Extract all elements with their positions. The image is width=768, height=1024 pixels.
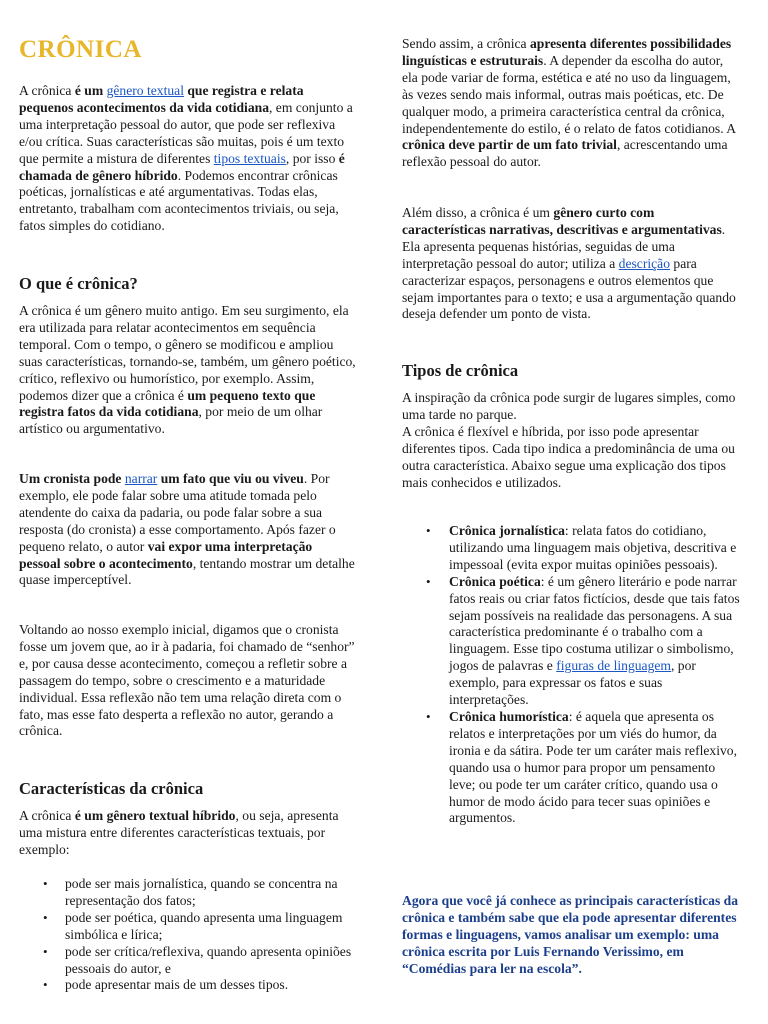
- paragraph-o-que-e-1: A crônica é um gênero muito antigo. Em seu surgimento, ela era utilizada para relatar acontecimentos em sequência temporal. Com o tempo, o gênero se modificou e ampliou suas características, tornando-se, também, um gênero poético, crítico, reflexivo ou humorístico, por exemplo. Assim, podemos dizer que a crônica é um pequeno texto que registra fatos da vida cotidiana, por meio de um olhar artístico ou argumentativo.: [19, 303, 356, 437]
- paragraph-tipos-2: A crônica é flexível e híbrida, por isso pode apresentar diferentes tipos. Cada tipo indica a predominância de uma ou outra característica. Abaixo segue uma explicação dos tipos mais conhecidos e utilizados.: [402, 424, 735, 490]
- link-descricao[interactable]: descrição: [618, 255, 670, 271]
- tipos-list: [402, 523, 740, 827]
- list-item-poetica: • Crônica poética: é um gênero literário e pode narrar fatos reais ou criar fatos fictícios, desde que tais fatos sejam possíveis na realidade das personagens. A sua característica predominante é o trabalho com a linguagem. Esse tipo costuma utilizar o simbolismo, jogos de palavras e figuras de linguagem, por exemplo, para expressar os fatos e suas interpretações.: [402, 574, 740, 709]
- page-title: CRÔNICA: [19, 36, 142, 63]
- link-tipos-textuais[interactable]: tipos textuais: [213, 150, 286, 166]
- list-item-humoristica: • Crônica humorística: é aquela que apresenta os relatos e interpretações por um viés do humor, da ironia e da sátira. Pode ter um caráter mais reflexivo, quando usa o humor para propor um pensamento leve; ou pode ter um caráter crítico, quando usa o humor de modo ácido para tecer suas opiniões e argumentos.: [402, 709, 740, 827]
- paragraph-caracteristicas: A crônica é um gênero textual híbrido, ou seja, apresenta uma mistura entre diferentes características textuais, por exemplo:: [19, 808, 339, 857]
- paragraph-tipos-1: A inspiração da crônica pode surgir de lugares simples, como uma tarde no parque.: [402, 390, 736, 422]
- heading-o-que-e-cronica: O que é crônica?: [19, 274, 138, 293]
- paragraph-alem-disso: Além disso, a crônica é um gênero curto com características narrativas, descritivas e argumentativas. Ela apresenta pequenas histórias, seguidas de uma interpretação pessoal do autor; utiliza a descrição para caracterizar espaços, personagens e outros elementos que sejam importantes para o texto; e usa a argumentação quando deseja defender um ponto de vista.: [402, 205, 736, 322]
- link-genero-textual[interactable]: gênero textual: [106, 83, 184, 98]
- paragraph-o-que-e-3: Voltando ao nosso exemplo inicial, digamos que o cronista fosse um jovem que, ao ir à padaria, foi chamado de “senhor” e, por causa desse acontecimento, começou a refletir sobre a passagem do tempo, sobre o crescimento e a maturidade individual. Essa reflexão não tem uma relação direta com o fato, mas esse fato desperta a reflexão no autor, gerando a crônica.: [19, 622, 355, 739]
- list-item: • pode apresentar mais de um desses tipos.: [19, 977, 364, 994]
- paragraph-o-que-e-2: Um cronista pode narrar um fato que viu ou viveu. Por exemplo, ele pode falar sobre uma atitude tomada pelo atendente do caixa da padaria, ou pode falar sobre a sua resposta (do cronista) a esse comportamento. Após fazer o pequeno relato, o autor vai expor uma interpretação pessoal sobre o acontecimento, tentando mostrar um detalhe quase imperceptível.: [19, 471, 355, 588]
- list-item: • pode ser mais jornalística, quando se concentra na representação dos fatos;: [19, 876, 364, 910]
- paragraph-sendo-assim: Sendo assim, a crônica apresenta diferentes possibilidades linguísticas e estruturais. A depender da escolha do autor, ela pode variar de forma, estética e até no uso da linguagem, às vezes sendo mais informal, outras mais poéticas, etc. De qualquer modo, a primeira característica central da crônica, independentemente do estilo, é o relato de fatos cotidianos. A crônica deve partir de um fato trivial, acrescentando uma reflexão pessoal do autor.: [402, 36, 736, 170]
- caracteristicas-list: [19, 876, 364, 994]
- heading-tipos-de-cronica: Tipos de crônica: [402, 361, 519, 380]
- heading-caracteristicas: Características da crônica: [19, 779, 204, 798]
- intro-paragraph: A crônica é um gênero textual que registra e relata pequenos acontecimentos da vida cotidiana, em conjunto a uma interpretação pessoal do autor, que pode ser reflexiva e/ou crítica. Suas características são muitas, pois é um texto que permite a mistura de diferentes tipos textuais, por isso é chamada de gênero híbrido. Podemos encontrar crônicas poéticas, jornalísticas e até argumentativas. Todas elas, entretanto, trabalham com acontecimentos triviais, ou seja, fatos simples do cotidiano.: [19, 83, 353, 234]
- list-item: • pode ser poética, quando apresenta uma linguagem simbólica e lírica;: [19, 910, 364, 944]
- list-item-jornalistica: • Crônica jornalística: relata fatos do cotidiano, utilizando uma linguagem mais objetiva, descritiva e impessoal (evita expor muitas opiniões pessoais).: [402, 523, 740, 574]
- list-item: • pode ser crítica/reflexiva, quando apresenta opiniões pessoais do autor, e: [19, 944, 364, 978]
- link-narrar[interactable]: narrar: [124, 471, 158, 486]
- closing-paragraph: Agora que você já conhece as principais características da crônica e também sabe que ela pode apresentar diferentes formas e linguagens, vamos analisar um exemplo: uma crônica escrita por Luis Fernando Verissimo, em “Comédias para ler na escola”.: [402, 893, 739, 976]
- link-figuras-de-linguagem[interactable]: figuras de linguagem: [556, 658, 671, 674]
